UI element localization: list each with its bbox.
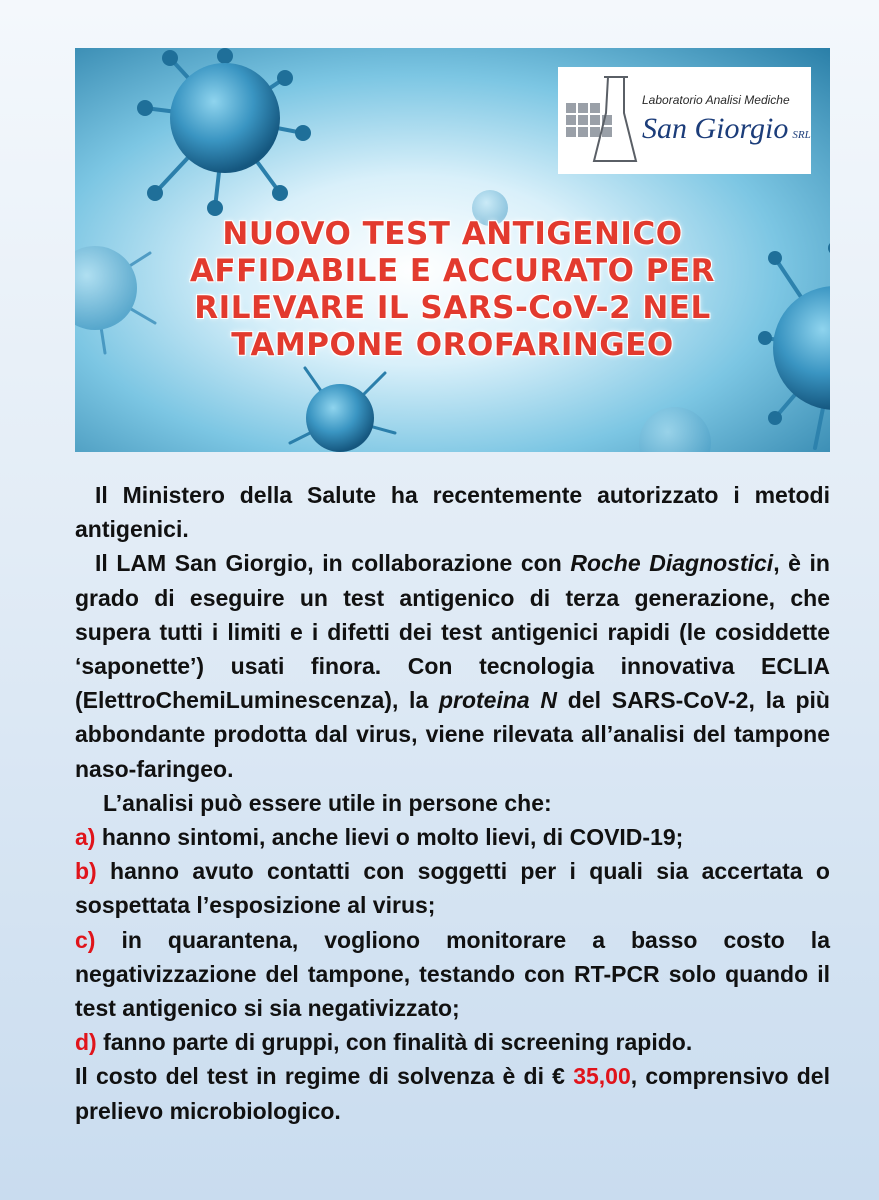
headline-line-2: AFFIDABILE E ACCURATO PER [189,253,716,289]
cost-text-a: Il costo del test in regime di solvenza è di € [75,1063,574,1090]
list-marker: c) [75,926,96,953]
logo-subtitle: Laboratorio Analisi Mediche [642,93,790,107]
list-item-text: hanno avuto contatti con soggetti per i quali sia accertata o sospettata l’esposizione al virus; [75,858,830,919]
list-item-d [75,1025,830,1059]
list-item-text: in quarantena, vogliono monitorare a basso costo la negativizzazione del tampone, testando con RT-PCR solo quando il test antigenico si sia negativizzato; [75,926,830,1022]
company-logo [558,67,811,174]
roche-name: Roche Diagnostici [570,550,774,577]
p2-part-e: del SARS-CoV-2, la più abbondante prodotta dal virus, viene rilevata all’analisi del tampone naso-faringeo. [75,687,830,782]
virus-bottom [290,368,395,452]
paragraph-intro: Il Ministero della Salute ha recentemente autorizzato i metodi antigenici. [75,482,830,543]
lab-flask-icon [564,73,638,168]
headline-line-3: RILEVARE IL SARS-CoV-2 NEL [194,290,711,326]
p2-part-a: Il LAM San Giorgio, in collaborazione con [95,550,571,577]
paragraph-lam [75,546,830,785]
hero-banner [75,48,830,452]
paragraph-cost [75,1059,830,1127]
logo-suffix: SRL [792,129,811,141]
p2-part-c: , è in grado di eseguire un test antigenico di terza generazione, che supera tutti i limiti e i difetti dei test antigenici rapidi (le cosiddette ‘saponette’) usati finora. Con tecnologia innovativa ECLIA (ElettroChemiLuminescenza), la [75,550,830,714]
list-marker: a) [75,824,96,851]
list-item-b [75,854,830,922]
body-text [75,478,830,1128]
list-marker: d) [75,1029,97,1056]
virus-large [137,48,311,216]
logo-name-text: San Giorgio [642,112,789,145]
list-item-a [75,820,830,854]
cost-text-b: , comprensivo del prelievo microbiologico. [75,1063,830,1124]
price: 35,00 [573,1063,631,1090]
list-item-text: hanno sintomi, anche lievi o molto lievi, di COVID-19; [95,824,684,851]
headline-line-1: NUOVO TEST ANTIGENICO [222,216,683,252]
logo-name [642,112,811,146]
list-item-c [75,923,830,1026]
protein-name: proteina N [438,687,558,714]
headline [115,216,790,364]
list-marker: b) [75,858,97,885]
list-item-text: fanno parte di gruppi, con finalità di screening rapido. [96,1029,693,1056]
headline-line-4: TAMPONE OROFARINGEO [231,327,674,363]
paragraph-usefulness: L’analisi può essere utile in persone che: [103,789,552,816]
